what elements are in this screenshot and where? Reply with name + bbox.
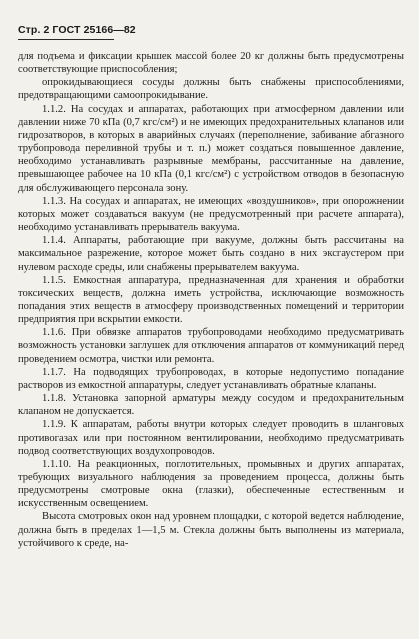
page-header: Стр. 2 ГОСТ 25166—82	[18, 24, 136, 36]
paragraph-1-1-2: 1.1.2. На сосудах и аппаратах, работающих при атмосферном давлении или давлении ниже 70 кПа (0,7 кгс/см²) и не имеющих предохранительных клапанов или гидрозатворов, в которых в аварийных случаях (переполнение, забивание абгазного трубопровода переливной трубы и т. п.) может создаться повышенное давление, необходимо устанавливать разрывные мембраны, рассчитанные на давление, превышающее рабочее на 10 кПа (0,1 кгс/см²) с устройством отводов в безопасную для обслуживающего персонала зону.	[18, 103, 404, 194]
paragraph-1-1-3: 1.1.3. На сосудах и аппаратах, не имеющих «воздушников», при опорожнении которых может создаваться вакуум (не предусмотренный при расчете аппарата), необходимо устанавливать прерыватель вакуума.	[18, 195, 404, 234]
paragraph-1-1-8: 1.1.8. Установка запорной арматуры между сосудом и предохранительным клапаном не допускается.	[18, 393, 404, 418]
paragraph-tipping-vessels: опрокидывающиеся сосуды должны быть снабжены приспособлениями, предотвращающими самоопрокидывание.	[18, 77, 404, 102]
paragraph-1-1-6: 1.1.6. При обвязке аппаратов трубопроводами необходимо предусматривать возможность установки заглушек для отключения аппаратов от коммуникаций перед проведением осмотра, чистки или ремонта.	[18, 327, 404, 365]
paragraph-1-1-9: 1.1.9. К аппаратам, работы внутри которых следует проводить в шланговых противогазах или при постоянном вентилировании, необходимо предусматривать подвод соответствующих воздухопроводов.	[18, 419, 404, 457]
paragraph-1-1-4: 1.1.4. Аппараты, работающие при вакууме, должны быть рассчитаны на максимальное разрежение, которое может быть создано в них эксгаустером при нулевом расходе среды, или снабжены прерывателем вакуума.	[18, 235, 404, 273]
paragraph-1-1-10: 1.1.10. На реакционных, поглотительных, промывных и других аппаратах, требующих визуального наблюдения за проведением процесса, должны быть предусмотрены смотровые окна (глазки), обеспеченные естественным и искусственным освещением.	[18, 458, 404, 510]
paragraph-1-1-5: 1.1.5. Емкостная аппаратура, предназначенная для хранения и обработки токсических веществ, должна иметь устройства, исключающие возможность попадания этих веществ в атмосферу производственных помещений и территории предприятия при вскрытии емкости.	[18, 274, 404, 326]
document-body	[18, 50, 404, 550]
paragraph-window-height: Высота смотровых окон над уровнем площадки, с которой ведется наблюдение, должна быть в пределах 1—1,5 м. Стекла должны быть выполнены из материала, устойчивого к среде, на-	[18, 511, 404, 549]
header-rule	[18, 39, 114, 40]
paragraph-1-1-7: 1.1.7. На подводящих трубопроводах, в которые недопустимо попадание растворов из емкостной аппаратуры, следует устанавливать обратные клапаны.	[18, 366, 404, 391]
paragraph-lid-fixation: для подъема и фиксации крышек массой более 20 кг должны быть предусмотрены соответствующие приспособления;	[18, 51, 404, 76]
